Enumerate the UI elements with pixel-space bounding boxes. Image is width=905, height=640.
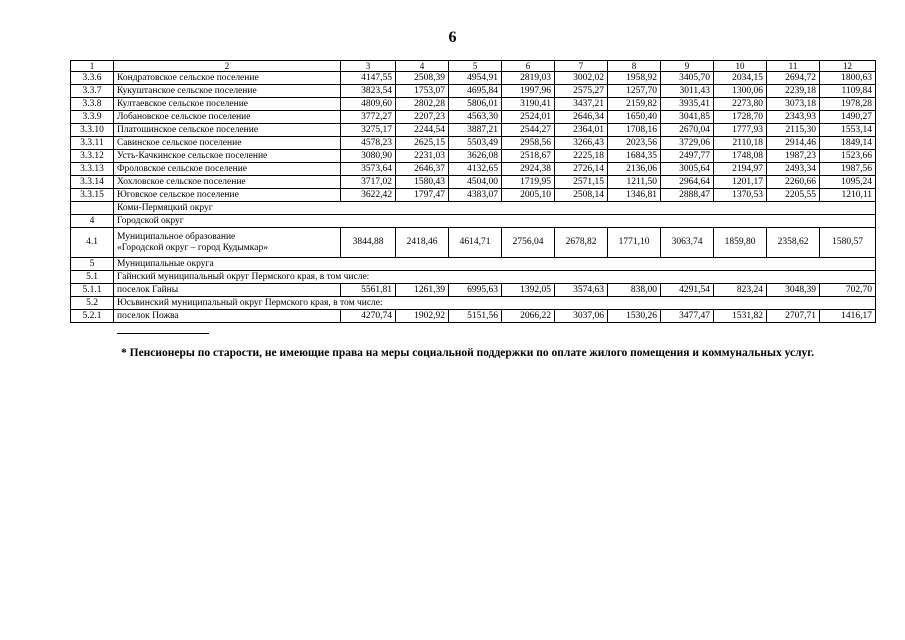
table-row [71,176,876,189]
row-value: 4132,65 [449,163,502,176]
row-value: 3190,41 [502,98,555,111]
row-value: 3844,88 [341,228,396,258]
row-name: Савинское сельское поселение [114,137,341,150]
row-value: 2707,71 [767,310,820,323]
row-value: 2726,14 [555,163,608,176]
row-value: 2625,15 [396,137,449,150]
row-value: 1849,14 [820,137,876,150]
row-value: 2273,80 [714,98,767,111]
row-name-line: «Городской округ – город Кудымкар» [117,242,268,253]
row-code: 3.3.13 [71,163,114,176]
row-value: 2694,72 [767,72,820,85]
row-value: 2508,39 [396,72,449,85]
row-value: 2670,04 [661,124,714,137]
row-value: 1490,27 [820,111,876,124]
row-value: 1797,47 [396,189,449,202]
row-value: 3574,63 [555,284,608,297]
row-value: 1800,63 [820,72,876,85]
row-value: 5806,01 [449,98,502,111]
row-value: 1530,26 [608,310,661,323]
column-header: 8 [608,61,661,72]
row-value: 3048,39 [767,284,820,297]
row-value: 3073,18 [767,98,820,111]
row-value: 1416,17 [820,310,876,323]
row-value: 3080,90 [341,150,396,163]
row-code: 5.1.1 [71,284,114,297]
row-value: 1978,28 [820,98,876,111]
section-label: Гайнский муниципальный округ Пермского края, в том числе: [114,271,876,284]
row-value: 3041,85 [661,111,714,124]
section-label: Муниципальные округа [114,258,876,271]
table-row [71,163,876,176]
row-value: 2034,15 [714,72,767,85]
row-value: 2239,18 [767,85,820,98]
row-value: 4147,55 [341,72,396,85]
row-value: 2497,77 [661,150,714,163]
column-header: 7 [555,61,608,72]
row-value: 2110,18 [714,137,767,150]
column-header: 5 [449,61,502,72]
row-value: 1777,93 [714,124,767,137]
row-name: Кондратовское сельское поселение [114,72,341,85]
row-value: 1958,92 [608,72,661,85]
row-value: 1109,84 [820,85,876,98]
row-value: 2518,67 [502,150,555,163]
row-code: 3.3.10 [71,124,114,137]
row-code: 3.3.14 [71,176,114,189]
table-row [71,228,876,258]
row-value: 2159,82 [608,98,661,111]
row-value: 3823,54 [341,85,396,98]
row-value: 2358,62 [767,228,820,258]
row-value: 3063,74 [661,228,714,258]
row-value: 1300,06 [714,85,767,98]
row-code: 3.3.9 [71,111,114,124]
row-value: 1728,70 [714,111,767,124]
table-row [71,310,876,323]
row-value: 4578,23 [341,137,396,150]
row-code: 5.2.1 [71,310,114,323]
column-header: 10 [714,61,767,72]
row-value: 2958,56 [502,137,555,150]
row-value: 3622,42 [341,189,396,202]
row-code: 5.2 [71,297,114,310]
row-value: 2115,30 [767,124,820,137]
table-row [71,111,876,124]
row-value: 2575,27 [555,85,608,98]
row-value: 2756,04 [502,228,555,258]
row-value: 2914,46 [767,137,820,150]
row-value: 1580,43 [396,176,449,189]
row-value: 6995,63 [449,284,502,297]
row-code: 3.3.6 [71,72,114,85]
table-row [71,85,876,98]
row-name: Фроловское сельское поселение [114,163,341,176]
row-value: 1392,05 [502,284,555,297]
row-value: 1719,95 [502,176,555,189]
column-header: 12 [820,61,876,72]
footnote-divider [117,333,209,334]
row-value: 4563,30 [449,111,502,124]
row-value: 3437,21 [555,98,608,111]
row-value: 1346,81 [608,189,661,202]
row-value: 2802,28 [396,98,449,111]
row-value: 4614,71 [449,228,502,258]
row-value: 3275,17 [341,124,396,137]
row-value: 5151,56 [449,310,502,323]
row-name: Юговское сельское поселение [114,189,341,202]
row-value: 3405,70 [661,72,714,85]
section-row [71,202,876,215]
row-value: 3626,08 [449,150,502,163]
row-value: 3266,43 [555,137,608,150]
row-name: Усть-Качкинское сельское поселение [114,150,341,163]
row-value: 2924,38 [502,163,555,176]
row-name: Платошинское сельское поселение [114,124,341,137]
row-value: 2023,56 [608,137,661,150]
row-value: 4270,74 [341,310,396,323]
row-value: 2678,82 [555,228,608,258]
section-label: Городской округ [114,215,876,228]
row-value: 2005,10 [502,189,555,202]
section-row [71,258,876,271]
row-name: Лобановское сельское поселение [114,111,341,124]
row-value: 1997,96 [502,85,555,98]
row-code: 3.3.15 [71,189,114,202]
row-value: 5503,49 [449,137,502,150]
row-value: 3935,41 [661,98,714,111]
row-value: 2508,14 [555,189,608,202]
row-value: 1580,57 [820,228,876,258]
row-value: 1859,80 [714,228,767,258]
row-value: 3037,06 [555,310,608,323]
section-row [71,297,876,310]
row-value: 2493,34 [767,163,820,176]
table-row [71,137,876,150]
row-value: 1987,56 [820,163,876,176]
row-value: 1370,53 [714,189,767,202]
row-value: 3729,06 [661,137,714,150]
column-header: 11 [767,61,820,72]
row-value: 4504,00 [449,176,502,189]
row-value: 1748,08 [714,150,767,163]
row-value: 2205,55 [767,189,820,202]
row-value: 1211,50 [608,176,661,189]
section-label: Юсьвинский муниципальный округ Пермского края, в том числе: [114,297,876,310]
row-value: 3002,02 [555,72,608,85]
row-value: 1553,14 [820,124,876,137]
row-value: 2524,01 [502,111,555,124]
row-value: 2364,01 [555,124,608,137]
row-code: 5.1 [71,271,114,284]
column-header: 9 [661,61,714,72]
row-name: Кукуштанское сельское поселение [114,85,341,98]
row-value: 2544,27 [502,124,555,137]
row-value: 2231,03 [396,150,449,163]
row-value: 2888,47 [661,189,714,202]
table-row [71,189,876,202]
column-header: 2 [114,61,341,72]
row-value: 1261,39 [396,284,449,297]
row-value: 4809,60 [341,98,396,111]
page-number: 6 [448,29,457,46]
row-code: 4.1 [71,228,114,258]
column-header: 3 [341,61,396,72]
row-name: поселок Пожва [114,310,341,323]
row-value: 4695,84 [449,85,502,98]
row-value: 3887,21 [449,124,502,137]
row-value: 2207,23 [396,111,449,124]
data-table [70,60,876,323]
row-code: 4 [71,215,114,228]
row-value: 1902,92 [396,310,449,323]
row-value: 2646,37 [396,163,449,176]
row-name: Култаевское сельское поселение [114,98,341,111]
row-code: 5 [71,258,114,271]
row-value: 838,00 [608,284,661,297]
column-header: 1 [71,61,114,72]
table-row [71,124,876,137]
row-value: 2244,54 [396,124,449,137]
row-value: 1650,40 [608,111,661,124]
row-value: 2646,34 [555,111,608,124]
row-value: 2136,06 [608,163,661,176]
row-value: 2418,46 [396,228,449,258]
footnote: * Пенсионеры по старости, не имеющие права на меры социальной поддержки по оплате жилого помещения и коммунальных услуг. [121,347,815,359]
row-value: 3005,64 [661,163,714,176]
row-value: 2964,64 [661,176,714,189]
header-row [71,61,876,72]
row-value: 1523,66 [820,150,876,163]
row-value: 2819,03 [502,72,555,85]
row-code: 3.3.8 [71,98,114,111]
row-value: 1771,10 [608,228,661,258]
section-label: Коми-Пермяцкий округ [114,202,876,215]
row-value: 1753,07 [396,85,449,98]
row-value: 1531,82 [714,310,767,323]
row-value: 702,70 [820,284,876,297]
row-value: 1684,35 [608,150,661,163]
row-value: 5561,81 [341,284,396,297]
row-value: 3011,43 [661,85,714,98]
table-row [71,72,876,85]
row-value: 3772,27 [341,111,396,124]
row-value: 3717,02 [341,176,396,189]
row-value: 2260,66 [767,176,820,189]
row-code: 3.3.11 [71,137,114,150]
row-code: 3.3.12 [71,150,114,163]
row-value: 1987,23 [767,150,820,163]
row-value: 3573,64 [341,163,396,176]
table-row [71,98,876,111]
row-value: 4954,91 [449,72,502,85]
row-value: 2194,97 [714,163,767,176]
row-value: 1708,16 [608,124,661,137]
column-header: 4 [396,61,449,72]
section-row [71,215,876,228]
row-name-line: Муниципальное образование [117,231,236,242]
column-header: 6 [502,61,555,72]
table-row [71,150,876,163]
row-code: 3.3.7 [71,85,114,98]
row-name [114,228,341,258]
row-value: 4383,07 [449,189,502,202]
row-code [71,202,114,215]
row-value: 1095,24 [820,176,876,189]
row-value: 2066,22 [502,310,555,323]
row-value: 4291,54 [661,284,714,297]
row-value: 3477,47 [661,310,714,323]
row-name: Хохловское сельское поселение [114,176,341,189]
row-name: поселок Гайны [114,284,341,297]
section-row [71,271,876,284]
row-value: 1257,70 [608,85,661,98]
row-value: 823,24 [714,284,767,297]
row-value: 1210,11 [820,189,876,202]
row-value: 2343,93 [767,111,820,124]
row-value: 1201,17 [714,176,767,189]
table-row [71,284,876,297]
row-value: 2225,18 [555,150,608,163]
row-value: 2571,15 [555,176,608,189]
